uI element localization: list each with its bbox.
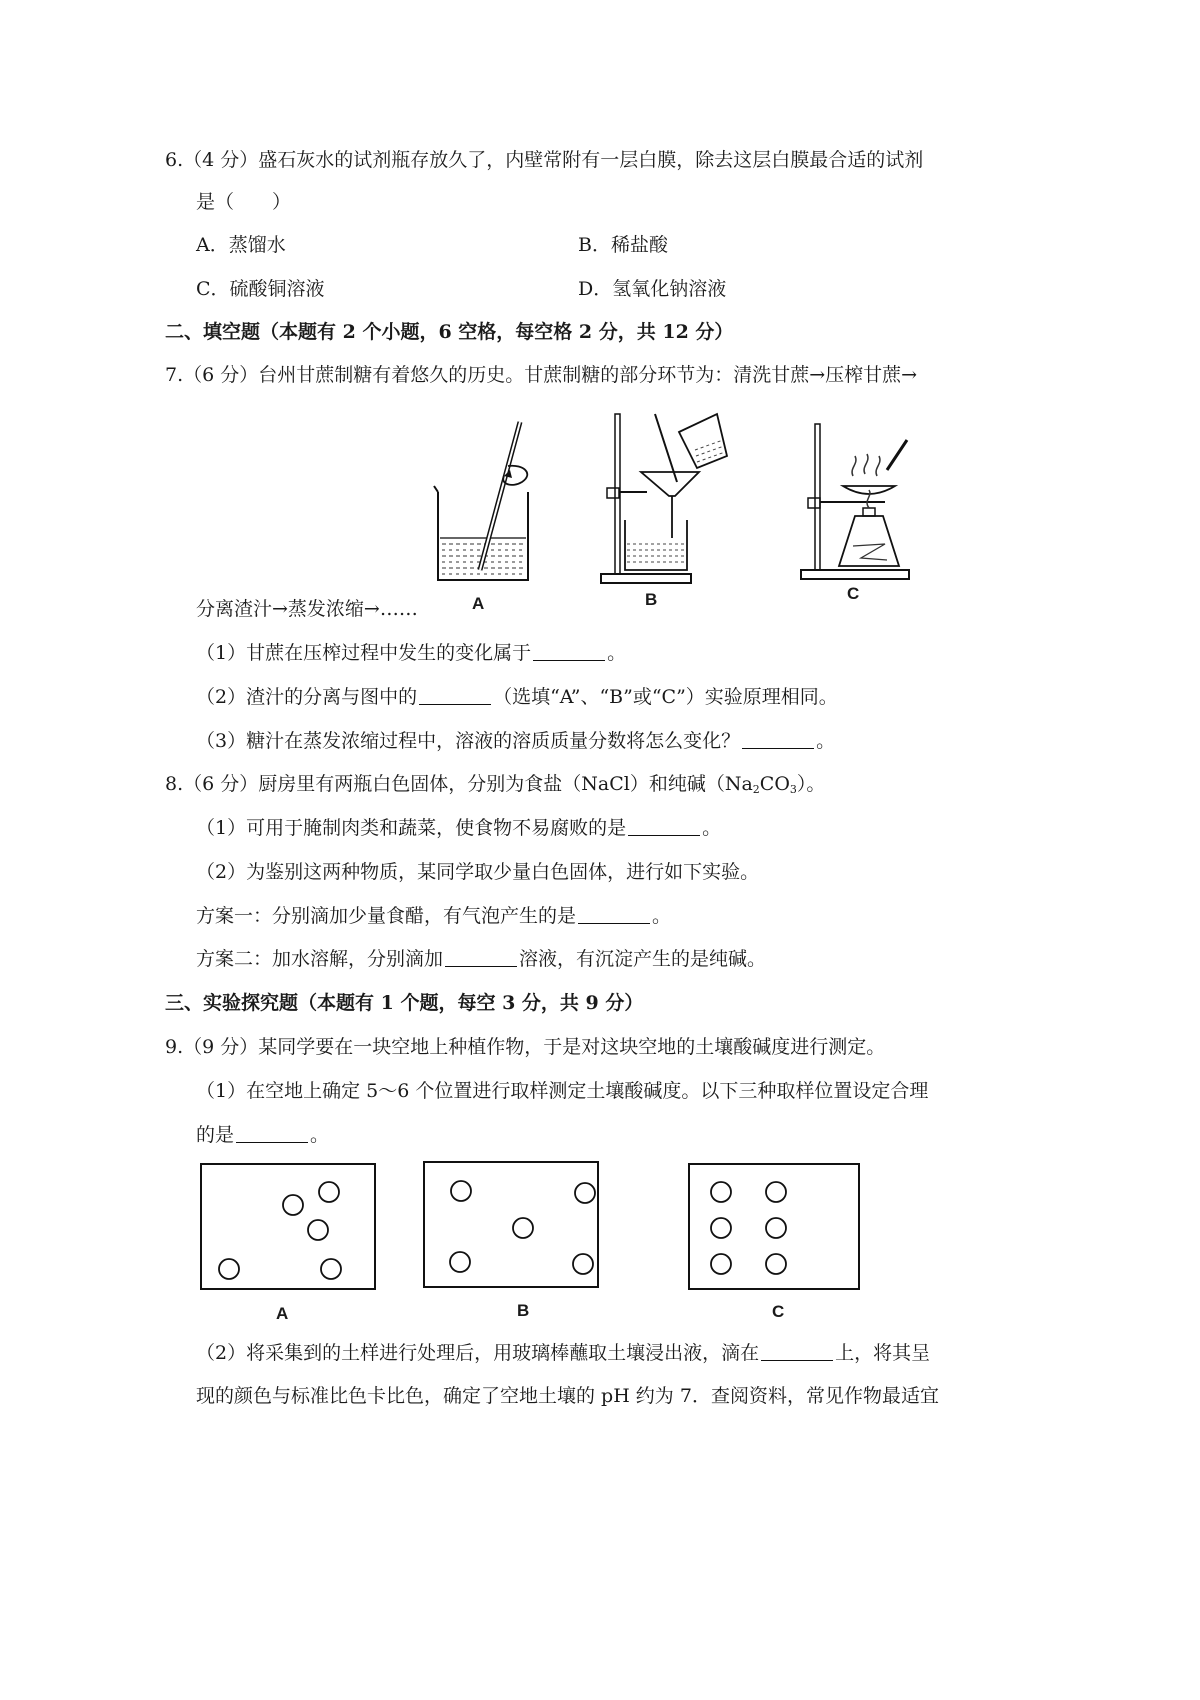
q7-figure-label-c: C: [847, 584, 860, 603]
q8-stem-a: 8.（6 分）厨房里有两瓶白色固体，分别为食盐（NaCl）和纯碱（Na: [165, 773, 753, 795]
q8-stem-c: ）。: [796, 773, 826, 795]
answer-blank[interactable]: [445, 948, 517, 967]
q6-option-d: D．氢氧化钠溶液: [578, 278, 727, 300]
q7-figure-label-b: B: [645, 590, 658, 609]
q7-figure-c-evaporation: [795, 420, 920, 585]
q8-part-2: （2）为鉴别这两种物质，某同学取少量白色固体，进行如下实验。: [196, 861, 760, 883]
q7-figure-b-filtration: [595, 410, 730, 590]
q7-part-3-text: （3）糖汁在蒸发浓缩过程中，溶液的溶质质量分数将怎么变化？: [196, 730, 741, 752]
q9-part-1-text: 的是: [196, 1124, 235, 1146]
q7-figure-label-a: A: [472, 594, 485, 613]
q9-part-1-end: 。: [310, 1124, 330, 1146]
q8-plan-1: [196, 903, 671, 929]
q7-stem-cont: 分离渣汁→蒸发浓缩→……: [196, 598, 418, 620]
q7-part-3: [196, 728, 835, 754]
answer-blank[interactable]: [742, 730, 814, 749]
q8-plan-1-end: 。: [652, 905, 672, 927]
q9-part-2: [196, 1340, 930, 1366]
q8-plan-2-end: 溶液，有沉淀产生的是纯碱。: [519, 948, 767, 970]
q8-part-1-end: 。: [702, 817, 722, 839]
q8-stem-b: CO: [759, 773, 790, 795]
q8-part-1-text: （1）可用于腌制肉类和蔬菜，使食物不易腐败的是: [196, 817, 627, 839]
q7-part-3-end: 。: [816, 730, 836, 752]
q7-part-2-end: （选填“A”、“B”或“C”）实验原理相同。: [493, 686, 838, 708]
q8-plan-2-text: 方案二：加水溶解，分别滴加: [196, 948, 444, 970]
q8-plan-1-text: 方案一：分别滴加少量食醋，有气泡产生的是: [196, 905, 577, 927]
q6-option-b: B．稀盐酸: [578, 234, 668, 256]
q7-part-2: [196, 684, 838, 710]
answer-blank[interactable]: [533, 642, 605, 661]
q9-figure-a-sampling: [200, 1163, 380, 1293]
q6-option-c: C．硫酸铜溶液: [196, 278, 325, 300]
q7-part-1-text: （1）甘蔗在压榨过程中发生的变化属于: [196, 642, 532, 664]
q8-sub-2: 2: [752, 783, 760, 796]
q7-stem: 7.（6 分）台州甘蔗制糖有着悠久的历史。甘蔗制糖的部分环节为：清洗甘蔗→压榨甘蔗→: [165, 364, 918, 386]
section-2-title: 二、填空题（本题有 2 个小题，6 空格，每空格 2 分，共 12 分）: [165, 321, 734, 343]
q7-part-1-end: 。: [607, 642, 627, 664]
q9-part-2-cont: 现的颜色与标准比色卡比色，确定了空地土壤的 pH 约为 7．查阅资料，常见作物最适宜: [196, 1385, 939, 1407]
q9-stem: 9.（9 分）某同学要在一块空地上种植作物，于是对这块空地的土壤酸碱度进行测定。: [165, 1036, 886, 1058]
answer-blank[interactable]: [419, 686, 491, 705]
q9-figure-label-b: B: [517, 1301, 530, 1320]
section-3-title: 三、实验探究题（本题有 1 个题，每空 3 分，共 9 分）: [165, 992, 644, 1014]
q9-part-2-end: 上，将其呈: [835, 1342, 931, 1364]
answer-blank[interactable]: [236, 1124, 308, 1143]
q9-figure-label-a: A: [276, 1304, 289, 1323]
q6-stem: 6.（4 分）盛石灰水的试剂瓶存放久了，内壁常附有一层白膜，除去这层白膜最合适的试剂: [165, 149, 924, 171]
q9-part-1: （1）在空地上确定 5～6 个位置进行取样测定土壤酸碱度。以下三种取样位置设定合理: [196, 1080, 929, 1102]
q7-figure-a-beaker: [430, 420, 550, 590]
q9-part-2-text: （2）将采集到的土样进行处理后，用玻璃棒蘸取土壤浸出液，滴在: [196, 1342, 760, 1364]
q9-figure-label-c: C: [772, 1302, 785, 1321]
answer-blank[interactable]: [578, 905, 650, 924]
q9-figure-c-sampling: [688, 1163, 863, 1293]
q8-sub-3: 3: [789, 783, 797, 796]
answer-blank[interactable]: [761, 1342, 833, 1361]
q8-stem: [165, 771, 825, 803]
answer-blank[interactable]: [628, 817, 700, 836]
q7-part-2-text: （2）渣汁的分离与图中的: [196, 686, 418, 708]
q7-part-1: [196, 640, 626, 666]
q8-plan-2: [196, 946, 766, 972]
q9-figure-b-sampling: [423, 1161, 603, 1291]
q6-option-a: A．蒸馏水: [196, 234, 286, 256]
q6-stem-cont: 是（ ）: [196, 191, 292, 213]
q9-part-1-cont: [196, 1122, 329, 1148]
q8-part-1: [196, 815, 721, 841]
